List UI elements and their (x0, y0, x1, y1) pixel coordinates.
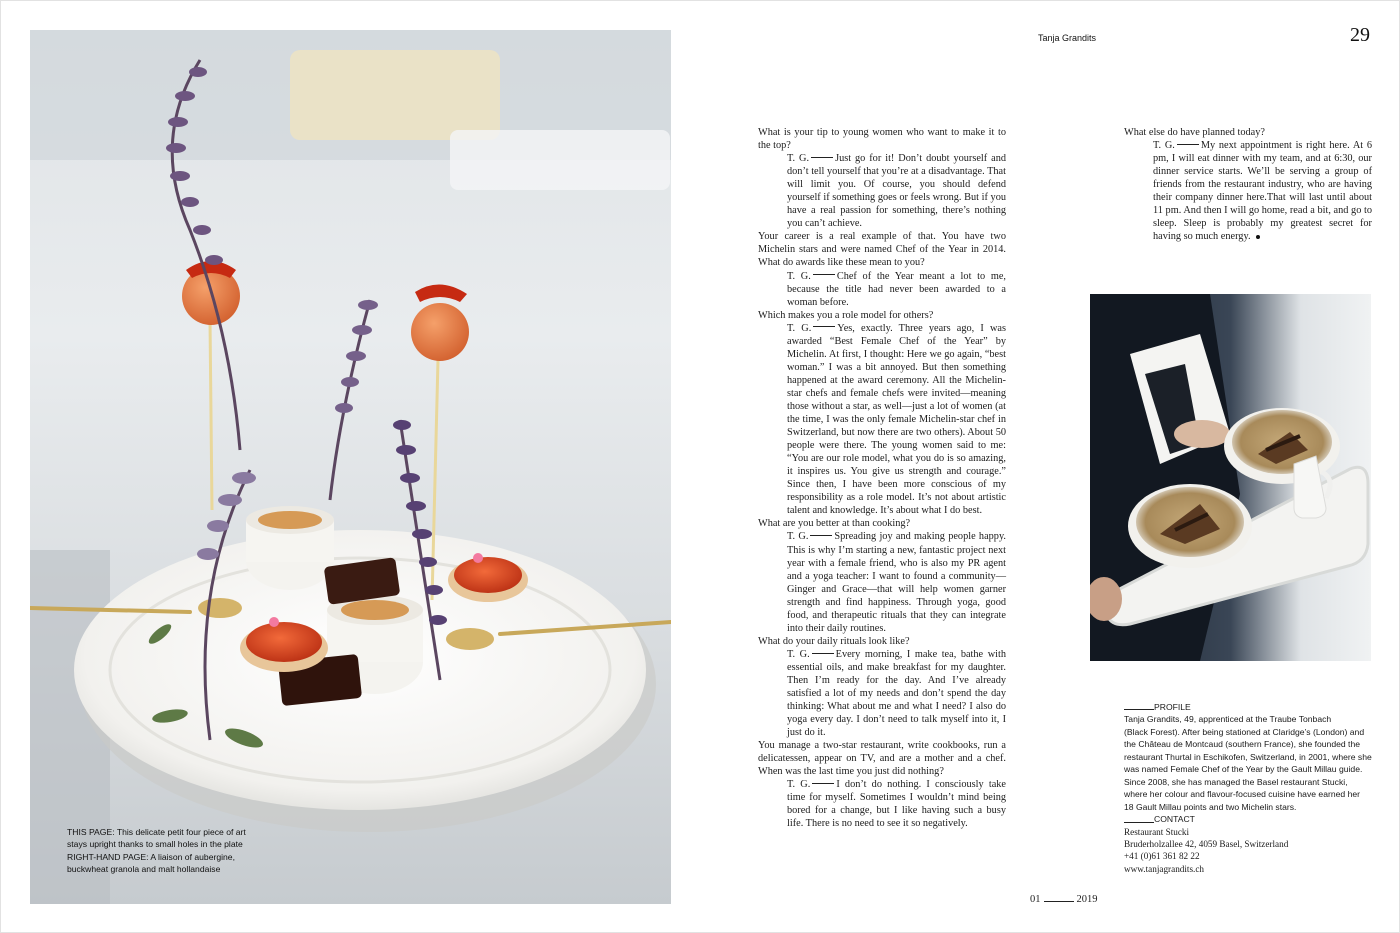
speaker-initials: T. G. (787, 648, 810, 660)
answer-text: Just go for it! Don’t doubt yourself and don’t tell yourself that you’re at a disadvantage. That will limit you. Of course, you should defend yourself if something goes or feels wrong. But if you have a real passion for something, there’s nothing you can’t achieve. (787, 153, 1007, 230)
interview-column-2 (1124, 126, 1372, 243)
interview-question: What is your tip to young women who want to make it to the top? (758, 127, 1006, 152)
profile-heading (1124, 701, 1374, 713)
profile-line: Since 2008, she has managed the Basel restaurant Stucki, (1124, 776, 1348, 787)
contact-line: Bruderholzallee 42, 4059 Basel, Switzerland (1124, 838, 1289, 849)
contact-heading (1124, 813, 1374, 825)
answer-text: Yes, exactly. Three years ago, I was awarded “Best Female Chef of the Year” by Michelin. At first, I thought: Here we go again, “best woman.” I was a bit annoyed. But then something happened at the award ceremony. All the Michelin-star chefs and female chefs were invited—meaning those without a star, as well—just a lot of women (at the time, I was the only female Michelin-star chef in Switzerland, but now there are two others). About 50 people were there. The young women said to me: “You are our role model, what you do is so amazing, it inspires us. You give us strength and courage.” Since then, I have been more conscious of my responsibility as a role model. It’s not about artistic talent and knowledge. It’s about what I do best. (787, 322, 1006, 517)
speaker-rule (813, 274, 835, 275)
profile-line: Tanja Grandits, 49, apprenticed at the Traube Tonbach (1124, 714, 1332, 725)
caption-line: RIGHT-HAND PAGE: A liaison of aubergine, (67, 851, 235, 862)
speaker-initials: T. G. (787, 531, 809, 543)
interview-question: What are you better at than cooking? (758, 518, 911, 530)
label-rule (1124, 709, 1154, 710)
answer-text: I don’t do nothing. I consciously take time for myself. Sometimes I wouldn’t mind being bored for a change, but I like having such a busy life. There is no need to see it so negatively. (787, 779, 1006, 830)
caption-line: buckwheat granola and malt hollandaise (67, 864, 221, 875)
issue-folio (1030, 894, 1098, 905)
photo-caption (67, 826, 277, 876)
folio-rule (1044, 901, 1074, 902)
speaker-initials: T. G. (1153, 140, 1175, 152)
speaker-rule (811, 157, 833, 158)
interview-answer (787, 648, 1006, 739)
answer-text: Spreading joy and making people happy. This is why I’m starting a new, fantastic project next year with a female friend, who is also my PR agent and a yoga teacher: I want to found a community—Ginger and Grace—that will help women garner strength and find happiness. Through yoga, good food, and therapeutic rituals that they can integrate into their daily routines. (787, 531, 1006, 634)
website-link[interactable]: www.tanjagrandits.ch (1124, 863, 1205, 874)
speaker-initials: T. G. (787, 779, 811, 791)
speaker-rule (812, 783, 834, 784)
serving-tray-photo (1090, 294, 1371, 661)
answer-text: My next appointment is right here. At 6 pm, I will eat dinner with my team, and at 6:30, our dinner service starts. We’ll be serving a group of friends from the restaurant industry, who are having their company dinner here.That will last until about 11 pm. And then I will go home, read a bit, and go to sleep. Sleep is probably my greatest secret for having so much energy. (1153, 140, 1373, 243)
interview-answer (787, 152, 1006, 230)
running-head: Tanja Grandits (1038, 33, 1097, 43)
speaker-initials: T. G. (787, 322, 812, 334)
speaker-rule (1177, 144, 1199, 145)
speaker-rule (813, 326, 835, 327)
contact-label: CONTACT (1154, 814, 1195, 825)
contact-line: +41 (0)61 361 82 22 (1124, 851, 1200, 862)
label-rule (1124, 822, 1154, 823)
interview-question: What else do have planned today? (1124, 127, 1265, 138)
interview-question: You manage a two-star restaurant, write cookbooks, run a delicatessen, appear on TV, and are a mother and a chef. When was the last time you just did nothing? (758, 740, 1006, 778)
end-mark-icon (1256, 235, 1260, 239)
profile-line: 18 Gault Millau points and two Michelin stars. (1124, 801, 1297, 812)
interview-answer (787, 270, 1006, 309)
answer-text: Chef of the Year meant a lot to me, because the title had never been awarded to a woman before. (787, 270, 1007, 308)
profile-line: where her colour and flavour-focused cuisine have earned her (1124, 789, 1360, 800)
speaker-rule (810, 535, 832, 536)
answer-text: Every morning, I make tea, bathe with essential oils, and make breakfast for my daughter. Then I’m ready for the day. And I’ve already satisfied a lot of my needs and don’t spend the day thinking: What about me and what I need? I also do yoga every day. I don’t need to talk myself into it, I just do it. (787, 648, 1006, 739)
profile-box (1124, 701, 1374, 875)
profile-label: PROFILE (1154, 702, 1191, 712)
interview-answer (1153, 139, 1372, 243)
interview-question: Which makes you a role model for others? (758, 309, 934, 321)
caption-line: stays upright thanks to small holes in the plate (67, 839, 243, 850)
contact-line: Restaurant Stucki (1124, 826, 1190, 837)
profile-line: was named Female Chef of the Year by the Gault Millau guide. (1124, 764, 1363, 775)
speaker-initials: T. G. (787, 270, 811, 282)
contact-details (1124, 826, 1374, 876)
interview-answer (787, 530, 1006, 634)
petit-four-plate-photo (30, 30, 671, 904)
interview-column-1 (758, 126, 1006, 831)
interview-answer (787, 322, 1006, 518)
caption-line: THIS PAGE: This delicate petit four piece of art (67, 827, 246, 837)
issue-year: 2019 (1076, 894, 1098, 905)
issue-number: 01 (1030, 894, 1041, 905)
speaker-rule (812, 653, 834, 654)
page-number: 29 (1350, 24, 1370, 46)
interview-question: What do your daily rituals look like? (758, 635, 910, 647)
profile-line: restaurant Thurtal in Eschikofen, Switzerland, in 2001, where she (1124, 751, 1372, 762)
interview-answer (787, 778, 1006, 830)
speaker-initials: T. G. (787, 153, 810, 165)
profile-line: the Château de Montcaud (southern France), she founded the (1124, 739, 1361, 750)
profile-line: (Black Forest). After being stationed at Claridge’s (London) and (1124, 726, 1365, 737)
interview-question: Your career is a real example of that. You have two Michelin stars and were named Chef of the Year in 2014. What do awards like these mean to you? (758, 231, 1006, 269)
